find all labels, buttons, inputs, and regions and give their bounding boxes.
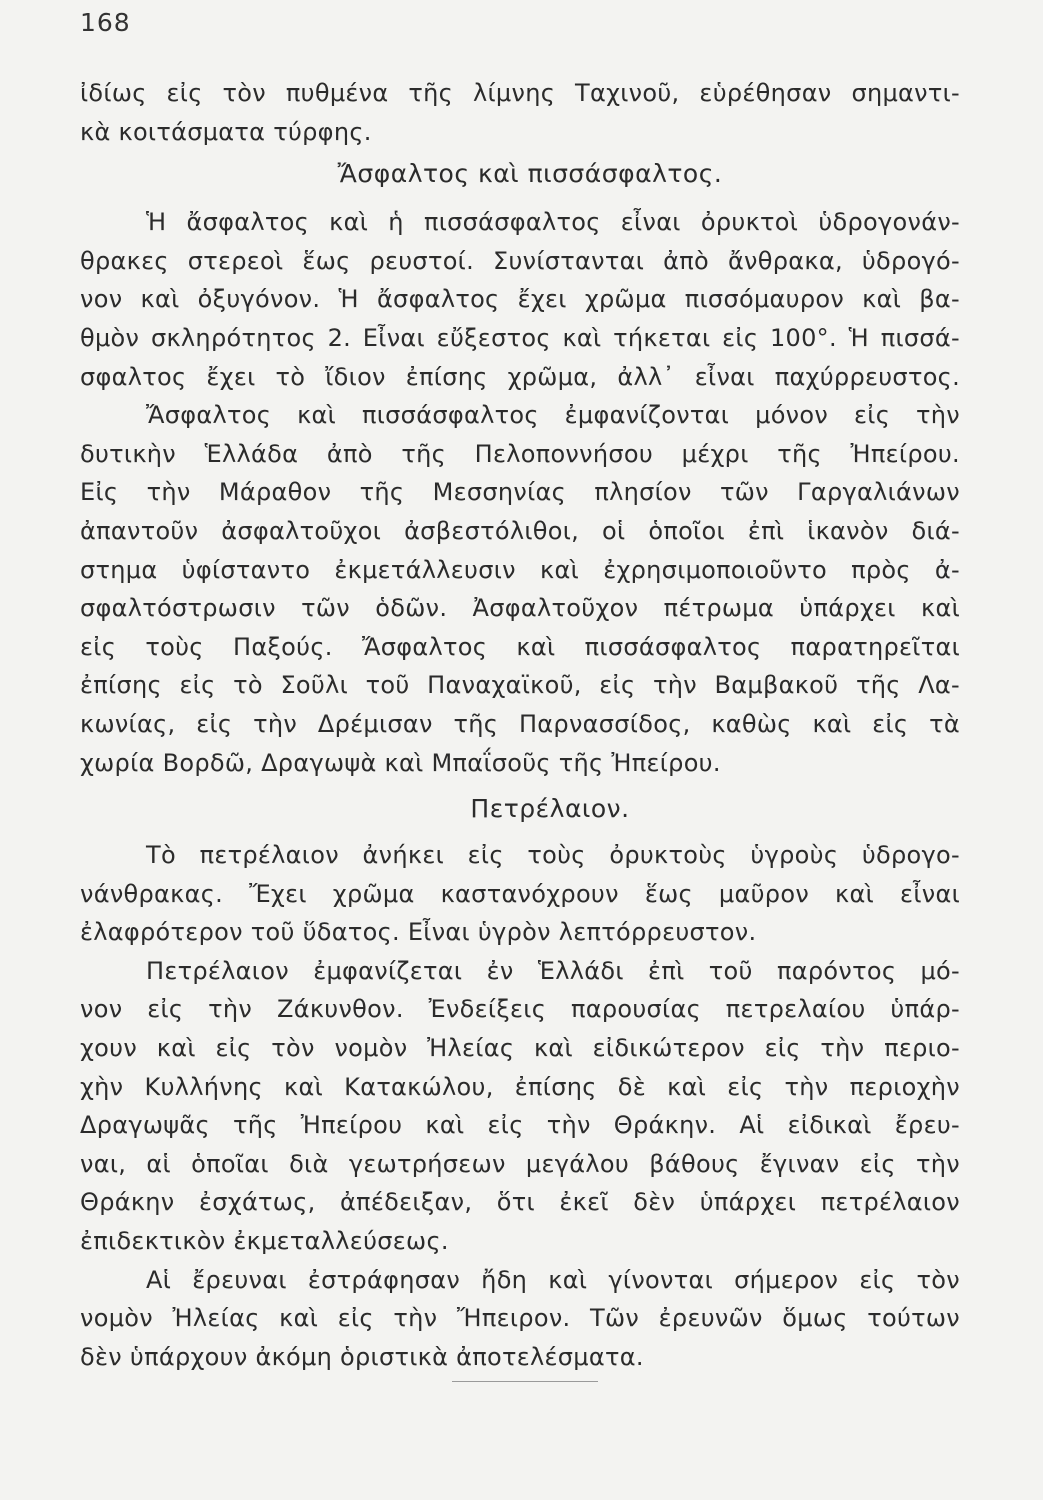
intro-paragraph	[80, 74, 960, 151]
text-line: Τὸ πετρέλαιον ἀνήκει εἰς τοὺς ὀρυκτοὺς ὑγροὺς ὑδρογο-	[146, 841, 960, 870]
text-line: ἰδίως εἰς τὸν πυθμένα τῆς λίμνης Ταχινοῦ, εὑρέθησαν σημαντι-	[80, 79, 960, 107]
petroleum-paragraph-1	[80, 836, 960, 952]
page-body	[80, 74, 960, 1376]
petroleum-paragraph-3	[80, 1261, 960, 1377]
text-line: νον εἰς τὴν Ζάκυνθον. Ἐνδείξεις παρουσίας πετρελαίου ὑπάρ-	[80, 995, 960, 1024]
text-line: Δραγωψᾶς τῆς Ἠπείρου καὶ εἰς τὴν Θράκην. Αἱ εἰδικαὶ ἔρευ-	[80, 1111, 960, 1140]
text-line: στημα ὑφίσταντο ἐκμετάλλευσιν καὶ ἐχρησιμοποιοῦντο πρὸς ἀ-	[80, 555, 960, 584]
text-line: ἐπίσης εἰς τὸ Σοῦλι τοῦ Παναχαϊκοῦ, εἰς τὴν Βαμβακοῦ τῆς Λα-	[80, 671, 960, 700]
text-line: κωνίας, εἰς τὴν Δρέμισαν τῆς Παρνασσίδος, καθὼς καὶ εἰς τὰ	[80, 709, 960, 738]
text-line: χὴν Κυλλήνης καὶ Κατακώλου, ἐπίσης δὲ καὶ εἰς τὴν περιοχὴν	[80, 1072, 960, 1101]
text-line: Ἡ ἄσφαλτος καὶ ἡ πισσάσφαλτος εἶναι ὀρυκτοὶ ὑδρογονάν-	[146, 208, 960, 237]
text-line: ἀπαντοῦν ἀσφαλτοῦχοι ἀσβεστόλιθοι, οἱ ὁποῖοι ἐπὶ ἱκανὸν διά-	[80, 516, 960, 545]
text-line: Αἱ ἔρευναι ἐστράφησαν ἤδη καὶ γίνονται σήμερον εἰς τὸν	[146, 1265, 960, 1294]
text-line: σφαλτόστρωσιν τῶν ὁδῶν. Ἀσφαλτοῦχον πέτρωμα ὑπάρχει καὶ	[80, 594, 960, 623]
text-line: σφαλτος ἔχει τὸ ἴδιον ἐπίσης χρῶμα, ἀλλ᾽ εἶναι παχύρρευστος.	[80, 362, 960, 391]
text-line: θμὸν σκληρότητος 2. Εἶναι εὔξεστος καὶ τήκεται εἰς 100°. Ἡ πισσά-	[80, 323, 960, 352]
text-line: δυτικὴν Ἑλλάδα ἀπὸ τῆς Πελοποννήσου μέχρι τῆς Ἠπείρου.	[80, 439, 960, 468]
text-line: ἐπιδεκτικὸν ἐκμεταλλεύσεως.	[80, 1227, 449, 1256]
text-line: χωρία Βορδῶ, Δραγωψὰ καὶ Μπαΐσοῦς τῆς Ἠπείρου.	[80, 748, 721, 777]
text-line: εἰς τοὺς Παξούς. Ἄσφαλτος καὶ πισσάσφαλτος παρατηρεῖται	[80, 632, 960, 661]
petroleum-paragraph-2	[80, 952, 960, 1261]
asphalt-paragraph	[80, 203, 960, 782]
text-line: Θράκην ἐσχάτως, ἀπέδειξαν, ὅτι ἐκεῖ δὲν ὑπάρχει πετρέλαιον	[80, 1188, 960, 1217]
text-line: νάνθρακας. Ἔχει χρῶμα καστανόχρουν ἕως μαῦρον καὶ εἶναι	[80, 879, 960, 908]
text-line: κὰ κοιτάσματα τύρφης.	[80, 117, 372, 146]
section-heading-petroleum: Πετρέλαιον.	[470, 794, 630, 824]
text-line: δὲν ὑπάρχουν ἀκόμη ὁριστικὰ ἀποτελέσματα.	[80, 1342, 644, 1371]
text-line: χουν καὶ εἰς τὸν νομὸν Ἠλείας καὶ εἰδικώτερον εἰς τὴν περιο-	[80, 1034, 960, 1063]
end-rule-divider	[452, 1381, 598, 1382]
text-line: νον καὶ ὀξυγόνον. Ἡ ἄσφαλτος ἔχει χρῶμα πισσόμαυρον καὶ βα-	[80, 285, 960, 314]
text-line: Εἰς τὴν Μάραθον τῆς Μεσσηνίας πλησίον τῶν Γαργαλιάνων	[80, 478, 960, 507]
text-line: νομὸν Ἠλείας καὶ εἰς τὴν Ἤπειρον. Τῶν ἐρευνῶν ὅμως τούτων	[80, 1304, 960, 1333]
text-line: Πετρέλαιον ἐμφανίζεται ἐν Ἑλλάδι ἐπὶ τοῦ παρόντος μό-	[146, 956, 960, 985]
text-line: ἐλαφρότερον τοῦ ὕδατος. Εἶναι ὑγρὸν λεπτόρρευστον.	[80, 918, 757, 947]
text-line: ναι, αἱ ὁποῖαι διὰ γεωτρήσεων μεγάλου βάθους ἔγιναν εἰς τὴν	[80, 1149, 960, 1178]
text-line: θρακες στερεοὶ ἕως ρευστοί. Συνίστανται ἀπὸ ἄνθρακα, ὑδρογό-	[80, 246, 960, 275]
page-number: 168	[80, 8, 131, 37]
section-heading-asphalt: Ἄσφαλτος καὶ πισσάσφαλτος.	[337, 159, 723, 189]
text-line: Ἄσφαλτος καὶ πισσάσφαλτος ἐμφανίζονται μόνον εἰς τὴν	[146, 401, 960, 430]
